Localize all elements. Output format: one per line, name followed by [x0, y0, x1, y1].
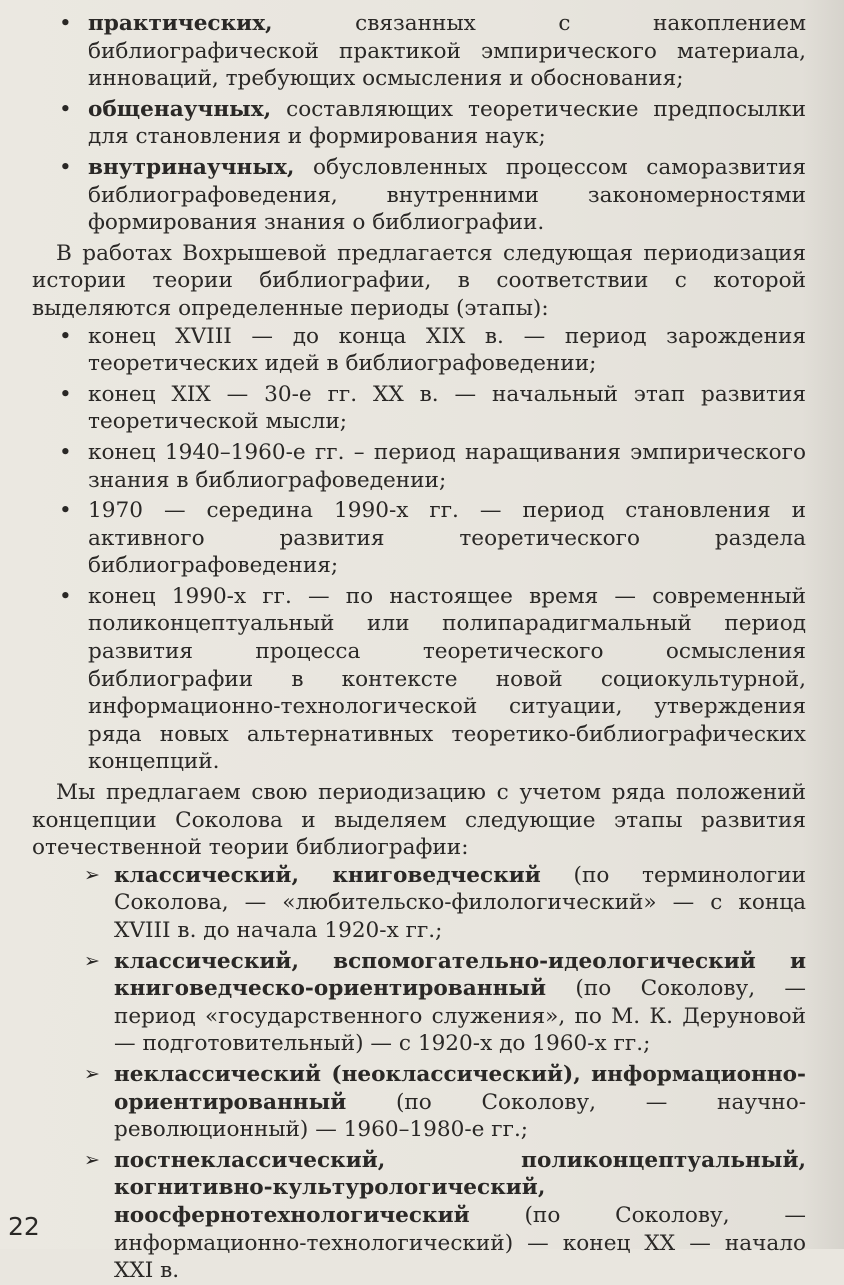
page-text [32, 10, 806, 1285]
list-item [32, 381, 806, 436]
arrow-bullet-icon: ➢ [84, 1148, 100, 1171]
list-item [32, 948, 806, 1058]
item-term: общенаучных, [88, 96, 272, 122]
list-item [32, 497, 806, 580]
bullet-icon: • [59, 381, 72, 407]
item-term: постнеклассический, поликонцептуальный, когнитивно-культурологический, ноосфернотехнологический [114, 1147, 806, 1228]
arrow-bullet-icon: ➢ [84, 1062, 100, 1085]
item-text: (по Соколову, — научно-революционный) — 1960–1980-е гг.; [114, 1089, 806, 1143]
item-text: конец XIX — 30-е гг. XX в. — начальный этап развития теоретической мысли; [88, 381, 806, 435]
bullet-icon: • [59, 11, 72, 36]
item-text: конец 1990-х гг. — по настоящее время — современный поликонцептуальный или полипарадигмальный период развития процесса теоретического осмысления библиографии в контексте новой социокультурной, информационно-технологической ситуации, утверждения ряда новых альтернативных теоретико-библиографических концепций. [88, 583, 806, 775]
item-text: (по Соколову, — период «государственного служения», по М. К. Деруновой — подготовительный) — с 1920-х до 1960-х гг.; [114, 976, 806, 1057]
item-term: практических, [88, 11, 273, 36]
item-text: обусловленных процессом саморазвития библиографоведения, внутренними закономерностями формирования знания о библиографии. [88, 154, 806, 236]
list-item [32, 862, 806, 945]
item-text: связанных с накоплением библиографической практикой эмпирического материала, инноваций, требующих осмысления и обоснования; [88, 11, 806, 92]
bullet-icon: • [59, 154, 72, 180]
item-term: внутринаучных, [88, 154, 295, 180]
list-item [32, 323, 806, 378]
item-text: составляющих теоретические предпосылки для становления и формирования наук; [88, 96, 806, 150]
paragraph: В работах Вохрышевой предлагается следующая периодизация истории теории библиографии, в соответствии с которой выделяются определенные периоды (этапы): [32, 240, 806, 321]
list-item [32, 96, 806, 151]
bullet-icon: • [59, 96, 72, 122]
item-text: конец 1940–1960-е гг. – период наращивания эмпирического знания в библиографоведении; [88, 439, 806, 493]
list-item [32, 1147, 806, 1285]
list-item [32, 583, 806, 776]
item-text: 1970 — середина 1990-х гг. — период становления и активного развития теоретического раздела библиографоведения; [88, 498, 806, 579]
bullet-icon: • [59, 323, 72, 349]
bullet-icon: • [59, 498, 72, 524]
item-text: конец XVIII — до конца XIX в. — период зарождения теоретических идей в библиографоведении; [88, 323, 806, 377]
item-term: классический, вспомогательно-идеологический и книговедческо-ориентированный [114, 948, 806, 1002]
list-item [32, 439, 806, 494]
bullet-icon: • [59, 439, 72, 465]
arrow-bullet-icon: ➢ [84, 949, 100, 972]
item-text: (по Соколову, — информационно-технологический) — конец XX — начало XXI в. [114, 1202, 806, 1284]
arrow-bullet-icon: ➢ [84, 863, 100, 886]
page-number: 22 [8, 1212, 40, 1241]
item-term: классический, книговедческий [114, 862, 541, 888]
bullet-icon: • [59, 583, 72, 609]
item-term: неклассический (неоклассический), информационно-ориентированный [114, 1061, 806, 1115]
list-item [32, 10, 806, 93]
list-item [32, 1061, 806, 1144]
list-item [32, 154, 806, 237]
paragraph: Мы предлагаем свою периодизацию с учетом ряда положений концепции Соколова и выделяем следующие этапы развития отечественной теории библиографии: [32, 780, 806, 861]
item-text: (по терминологии Соколова, — «любительско-филологический» — с конца XVIII в. до начала 1920-х гг.; [114, 862, 806, 943]
